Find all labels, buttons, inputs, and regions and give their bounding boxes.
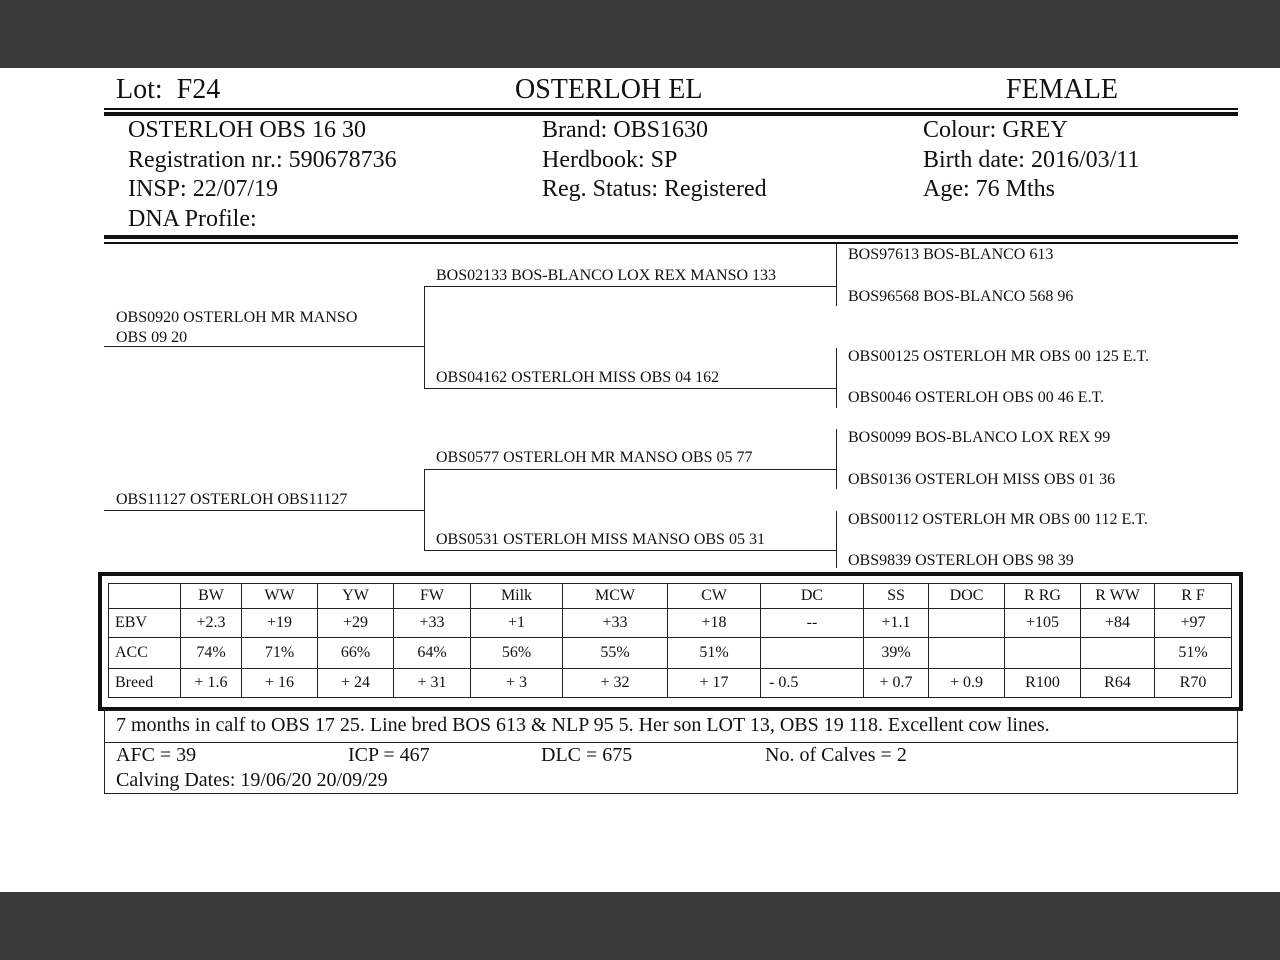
icp: ICP = 467 (348, 744, 430, 766)
sire-name: OBS0920 OSTERLOH MR MANSO (116, 309, 358, 326)
sire-sire: BOS02133 BOS-BLANCO LOX REX MANSO 133 (436, 267, 777, 284)
great-grandparent: BOS0099 BOS-BLANCO LOX REX 99 (848, 429, 1111, 446)
ebv-cell: +97 (1155, 609, 1232, 638)
ebv-cell: + 31 (394, 669, 471, 698)
dam-sire: OBS0577 OSTERLOH MR MANSO OBS 05 77 (436, 449, 753, 466)
ebv-cell: + 32 (563, 669, 668, 698)
ebv-cell: -- (761, 609, 864, 638)
ebv-cell: +84 (1081, 609, 1155, 638)
birth-date: Birth date: 2016/03/11 (923, 146, 1140, 173)
info-column-right (923, 116, 1139, 205)
ebv-cell (929, 638, 1005, 669)
ebv-corner-cell (109, 584, 181, 609)
ebv-cell: R70 (1155, 669, 1232, 698)
header-rule-top (104, 108, 1238, 110)
ebv-row-breed (109, 669, 1232, 698)
ebv-column-header: R RG (1005, 584, 1081, 609)
ebv-column-header: DC (761, 584, 864, 609)
great-grandparent: OBS9839 OSTERLOH OBS 98 39 (848, 552, 1074, 569)
animal-name: OSTERLOH EL (515, 74, 703, 105)
ebv-cell: + 16 (242, 669, 318, 698)
age: Age: 76 Mths (923, 176, 1055, 202)
ebv-column-header: CW (668, 584, 761, 609)
ebv-column-header: R F (1155, 584, 1232, 609)
inspection-date: INSP: 22/07/19 (128, 176, 279, 202)
ebv-column-header: DOC (929, 584, 1005, 609)
great-grandparent: OBS00125 OSTERLOH MR OBS 00 125 E.T. (848, 348, 1150, 365)
great-grandparent: OBS0046 OSTERLOH OBS 00 46 E.T. (848, 389, 1105, 406)
sex-label: FEMALE (1006, 74, 1118, 105)
info-rule-top (104, 235, 1238, 239)
ebv-cell: R100 (1005, 669, 1081, 698)
sire-dam: OBS04162 OSTERLOH MISS OBS 04 162 (436, 369, 720, 386)
info-rule-bottom (104, 242, 1238, 244)
pedigree-card (0, 68, 1280, 892)
great-grandparent: OBS0136 OSTERLOH MISS OBS 01 36 (848, 471, 1116, 488)
info-column-left (128, 116, 397, 234)
great-grandparent: OBS00112 OSTERLOH MR OBS 00 112 E.T. (848, 511, 1148, 528)
ebv-cell: +1 (471, 609, 563, 638)
dam-dam: OBS0531 OSTERLOH MISS MANSO OBS 05 31 (436, 531, 765, 548)
ebv-cell (1005, 638, 1081, 669)
ebv-row-label: Breed (109, 669, 181, 698)
lot-number: F24 (176, 74, 221, 105)
ebv-cell: +105 (1005, 609, 1081, 638)
ebv-cell: +29 (318, 609, 394, 638)
ebv-cell: + 3 (471, 669, 563, 698)
ebv-column-header: MCW (563, 584, 668, 609)
ebv-table (108, 583, 1232, 698)
ebv-cell: 66% (318, 638, 394, 669)
ebv-row-label: EBV (109, 609, 181, 638)
ebv-cell: +2.3 (181, 609, 242, 638)
number-of-calves: No. of Calves = 2 (765, 744, 907, 766)
ebv-cell: + 0.9 (929, 669, 1005, 698)
dna-profile: DNA Profile: (128, 205, 257, 232)
ebv-cell: + 1.6 (181, 669, 242, 698)
ebv-cell: 74% (181, 638, 242, 669)
ebv-column-header: BW (181, 584, 242, 609)
info-column-middle (542, 116, 767, 205)
dlc: DLC = 675 (541, 744, 633, 766)
registration-number: Registration nr.: 590678736 (128, 146, 397, 173)
ebv-cell: +1.1 (864, 609, 929, 638)
ebv-cell: 51% (668, 638, 761, 669)
ebv-cell: 39% (864, 638, 929, 669)
ebv-cell: - 0.5 (761, 669, 864, 698)
registered-name: OSTERLOH OBS 16 30 (128, 117, 367, 143)
ebv-row-label: ACC (109, 638, 181, 669)
ebv-cell (929, 609, 1005, 638)
great-grandparent: BOS97613 BOS-BLANCO 613 (848, 246, 1054, 263)
colour: Colour: GREY (923, 117, 1068, 143)
ebv-column-header: FW (394, 584, 471, 609)
ebv-row-acc (109, 638, 1232, 669)
lot-label-text: Lot: (116, 74, 163, 105)
ebv-cell: +18 (668, 609, 761, 638)
ebv-column-header: SS (864, 584, 929, 609)
ebv-row-ebv (109, 609, 1232, 638)
afc: AFC = 39 (116, 744, 197, 766)
ebv-cell: +33 (394, 609, 471, 638)
ebv-cell: + 24 (318, 669, 394, 698)
ebv-cell: 64% (394, 638, 471, 669)
brand: Brand: OBS1630 (542, 117, 709, 143)
lot-label (116, 74, 220, 106)
ebv-cell: R64 (1081, 669, 1155, 698)
ebv-header-row (109, 584, 1232, 609)
great-grandparent: BOS96568 BOS-BLANCO 568 96 (848, 288, 1074, 305)
ebv-column-header: Milk (471, 584, 563, 609)
ebv-cell: 56% (471, 638, 563, 669)
sire (116, 308, 357, 348)
ebv-cell: 51% (1155, 638, 1232, 669)
ebv-cell: + 0.7 (864, 669, 929, 698)
ebv-cell: 71% (242, 638, 318, 669)
ebv-cell (761, 638, 864, 669)
remarks: 7 months in calf to OBS 17 25. Line bred BOS 613 & NLP 95 5. Her son LOT 13, OBS 19 118. Excellent cow lines. (116, 714, 1050, 736)
herdbook: Herdbook: SP (542, 146, 678, 173)
ebv-column-header: R WW (1081, 584, 1155, 609)
ebv-cell: +19 (242, 609, 318, 638)
sire-id: OBS 09 20 (116, 329, 188, 346)
ebv-cell (1081, 638, 1155, 669)
dam: OBS11127 OSTERLOH OBS11127 (116, 491, 348, 508)
ebv-cell: + 17 (668, 669, 761, 698)
ebv-cell: +33 (563, 609, 668, 638)
ebv-cell: 55% (563, 638, 668, 669)
ebv-column-header: YW (318, 584, 394, 609)
calving-dates: Calving Dates: 19/06/20 20/09/29 (116, 769, 388, 791)
registration-status: Reg. Status: Registered (542, 176, 767, 202)
ebv-column-header: WW (242, 584, 318, 609)
